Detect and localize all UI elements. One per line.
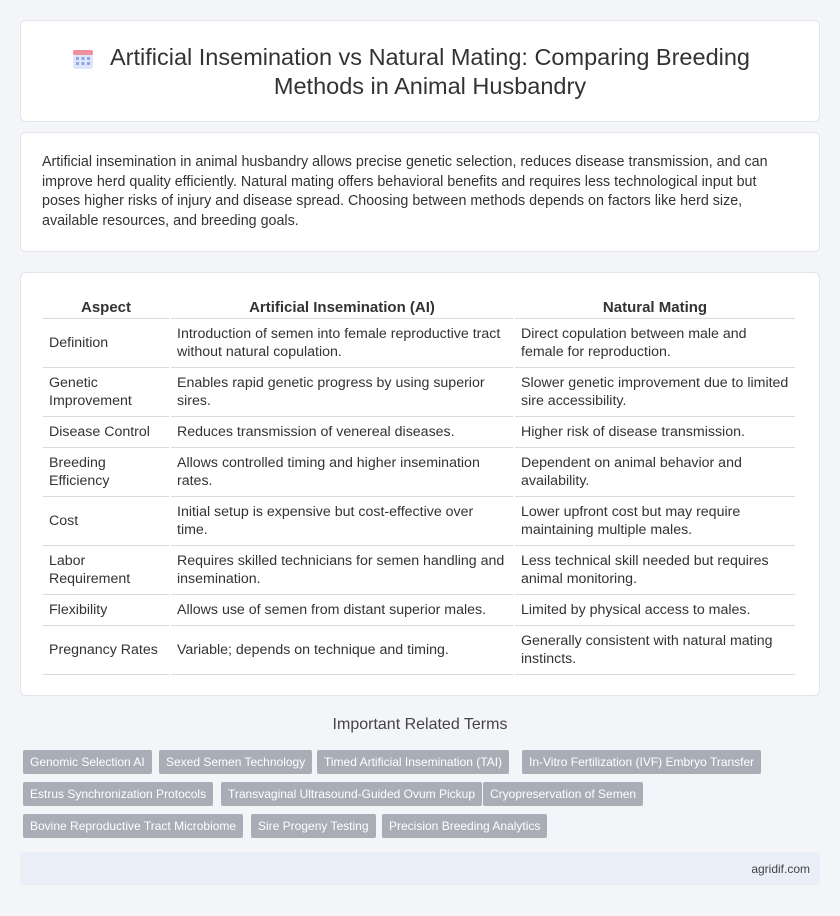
related-term-tag[interactable]: Genomic Selection AI — [23, 750, 152, 774]
cell-natural: Slower genetic improvement due to limited sire accessibility. — [515, 368, 795, 417]
table-row — [43, 595, 795, 626]
related-term-tag[interactable]: Cryopreservation of Semen — [483, 782, 643, 806]
cell-natural: Less technical skill needed but requires animal monitoring. — [515, 546, 795, 595]
cell-aspect: Genetic Improvement — [43, 368, 169, 417]
cell-ai: Introduction of semen into female reproductive tract without natural copulation. — [171, 319, 513, 368]
related-terms-title: Important Related Terms — [332, 716, 508, 733]
comparison-table — [41, 295, 797, 675]
cell-aspect: Definition — [43, 319, 169, 368]
cell-ai: Variable; depends on technique and timing. — [171, 626, 513, 675]
column-header-natural: Natural Mating — [515, 295, 795, 319]
footer-site-link[interactable]: agridif.com — [751, 862, 810, 876]
cell-natural: Generally consistent with natural mating instincts. — [515, 626, 795, 675]
cell-aspect: Flexibility — [43, 595, 169, 626]
cell-ai: Allows controlled timing and higher insemination rates. — [171, 448, 513, 497]
table-row — [43, 626, 795, 675]
cell-ai: Enables rapid genetic progress by using superior sires. — [171, 368, 513, 417]
cell-ai: Requires skilled technicians for semen handling and insemination. — [171, 546, 513, 595]
footer — [20, 852, 820, 885]
cell-aspect: Labor Requirement — [43, 546, 169, 595]
comparison-table-card — [20, 272, 820, 696]
related-term-tag[interactable]: Precision Breeding Analytics — [382, 814, 547, 838]
intro-card — [20, 132, 820, 252]
related-term-tag[interactable]: Timed Artificial Insemination (TAI) — [317, 750, 509, 774]
cell-natural: Dependent on animal behavior and availability. — [515, 448, 795, 497]
cell-ai: Initial setup is expensive but cost-effective over time. — [171, 497, 513, 546]
table-row — [43, 497, 795, 546]
page-title: Artificial Insemination vs Natural Mating: Comparing Breeding Methods in Animal Husbandry — [109, 44, 750, 99]
cell-aspect: Cost — [43, 497, 169, 546]
cell-natural: Direct copulation between male and female for reproduction. — [515, 319, 795, 368]
related-term-tag[interactable]: Sire Progeny Testing — [251, 814, 376, 838]
related-term-tag[interactable]: In-Vitro Fertilization (IVF) Embryo Transfer — [522, 750, 761, 774]
related-term-tag[interactable]: Estrus Synchronization Protocols — [23, 782, 213, 806]
intro-text: Artificial insemination in animal husbandry allows precise genetic selection, reduces disease transmission, and can improve herd quality efficiently. Natural mating offers behavioral benefits and requires less technological input but poses higher risks of injury and disease spread. Choosing between methods depends on factors like herd size, available resources, and breeding goals. — [42, 154, 768, 229]
table-row — [43, 417, 795, 448]
related-term-tag[interactable]: Transvaginal Ultrasound-Guided Ovum Pickup — [221, 782, 482, 806]
cell-aspect: Pregnancy Rates — [43, 626, 169, 675]
related-terms-section — [20, 716, 820, 734]
cell-natural: Limited by physical access to males. — [515, 595, 795, 626]
cell-aspect: Breeding Efficiency — [43, 448, 169, 497]
table-row — [43, 368, 795, 417]
table-row — [43, 546, 795, 595]
column-header-ai: Artificial Insemination (AI) — [171, 295, 513, 319]
cell-ai: Allows use of semen from distant superior males. — [171, 595, 513, 626]
cell-natural: Lower upfront cost but may require maintaining multiple males. — [515, 497, 795, 546]
table-header-row — [43, 295, 795, 319]
header-card — [20, 20, 820, 122]
column-header-aspect: Aspect — [43, 295, 169, 319]
table-row — [43, 448, 795, 497]
related-term-tag[interactable]: Bovine Reproductive Tract Microbiome — [23, 814, 243, 838]
table-row — [43, 319, 795, 368]
related-term-tag[interactable]: Sexed Semen Technology — [159, 750, 312, 774]
cell-ai: Reduces transmission of venereal diseases. — [171, 417, 513, 448]
cell-aspect: Disease Control — [43, 417, 169, 448]
cell-natural: Higher risk of disease transmission. — [515, 417, 795, 448]
